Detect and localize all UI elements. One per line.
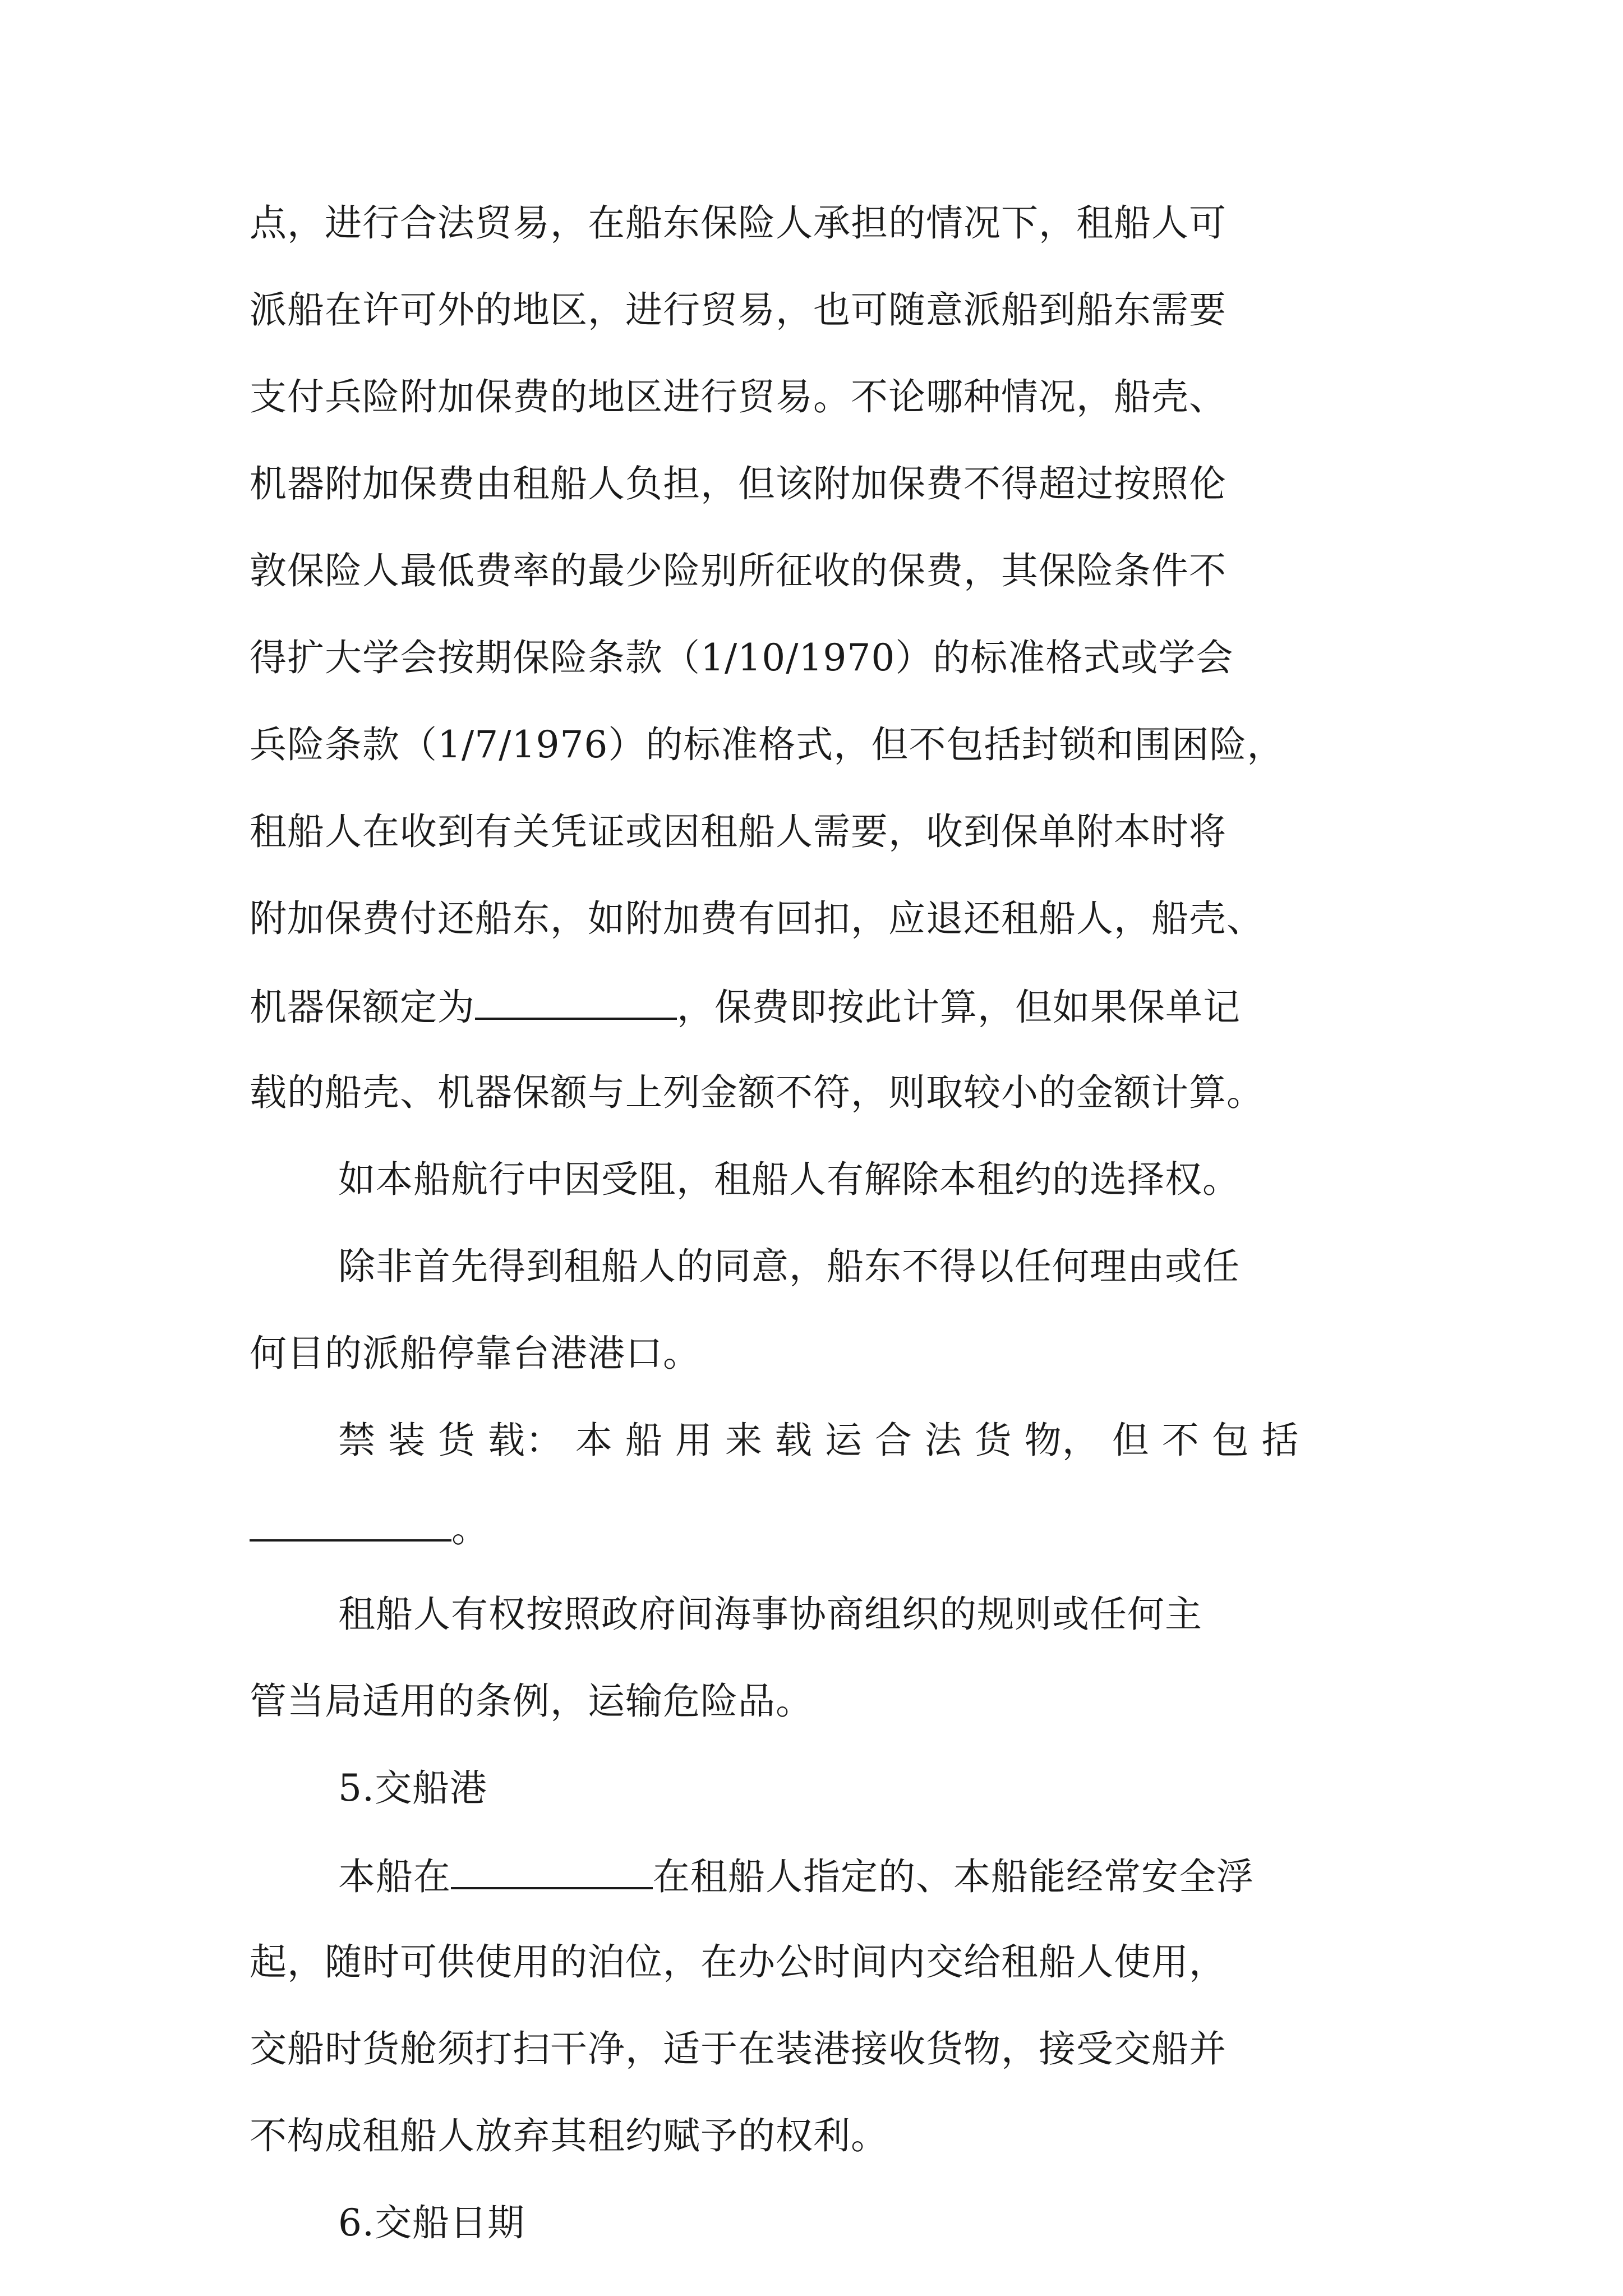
text-line: 附加保费付还船东，如附加费有回扣，应退还租船人，船壳、: [250, 897, 1264, 940]
hull-amount-prefix: 机器保额定为: [250, 986, 475, 1029]
text-line-cargo-blank: [250, 1509, 489, 1548]
text-line: 不构成租船人放弃其租约赋予的权利。: [250, 2114, 888, 2157]
text-line: 敦保险人最低费率的最少险别所征收的保费，其保险条件不: [250, 549, 1227, 592]
port-prefix: 本船在: [338, 1855, 451, 1898]
port-blank: [451, 1857, 653, 1889]
paragraph-blockade: 如本船航行中因受阻，租船人有解除本租约的选择权。: [338, 1158, 1240, 1201]
text-line: 机器附加保费由租船人负担，但该附加保费不得超过按照伦: [250, 462, 1227, 505]
text-line: 得扩大学会按期保险条款（1/10/1970）的标准格式或学会: [250, 636, 1234, 679]
text-line: 派船在许可外的地区，进行贸易，也可随意派船到船东需要: [250, 288, 1227, 332]
text-line: 点，进行合法贸易，在船东保险人承担的情况下，租船人可: [250, 201, 1227, 245]
text-line: 支付兵险附加保费的地区进行贸易。不论哪种情况，船壳、: [250, 375, 1227, 418]
cargo-blank: [250, 1509, 451, 1542]
text-line: 管当局适用的条例，运输危险品。: [250, 1680, 813, 1723]
cargo-blank-end: 。: [451, 1507, 489, 1550]
paragraph-dangerous-goods: 租船人有权按照政府间海事协商组织的规则或任何主: [338, 1593, 1202, 1636]
text-line-hull-amount: [250, 986, 1241, 1029]
text-line: 载的船壳、机器保额与上列金额不符，则取较小的金额计算。: [250, 1071, 1264, 1114]
text-line: 租船人在收到有关凭证或因租船人需要，收到保单附本时将: [250, 810, 1227, 853]
text-line: 何目的派船停靠台港港口。: [250, 1332, 700, 1375]
hull-amount-blank: [475, 987, 677, 1020]
text-line: 起，随时可供使用的泊位，在办公时间内交给租船人使用，: [250, 1940, 1227, 1984]
text-line-port-blank: [338, 1855, 1254, 1898]
section-heading-delivery-date: 6.交船日期: [338, 2201, 525, 2244]
section-heading-delivery-port: 5.交船港: [338, 1766, 487, 1810]
text-line: 交船时货舱须打扫干净，适于在装港接收货物，接受交船并: [250, 2027, 1227, 2070]
paragraph-prohibited-cargo: 禁 装 货 载： 本 船 用 来 载 运 合 法 货 物， 但 不 包 括: [338, 1419, 1299, 1462]
paragraph-taiwan-ports: 除非首先得到租船人的同意，船东不得以任何理由或任: [338, 1245, 1240, 1288]
text-line: 兵险条款（1/7/1976）的标准格式，但不包括封锁和围困险，: [250, 723, 1285, 766]
hull-amount-suffix: ，保费即按此计算，但如果保单记: [677, 986, 1241, 1029]
port-suffix: 在租船人指定的、本船能经常安全浮: [653, 1855, 1254, 1898]
